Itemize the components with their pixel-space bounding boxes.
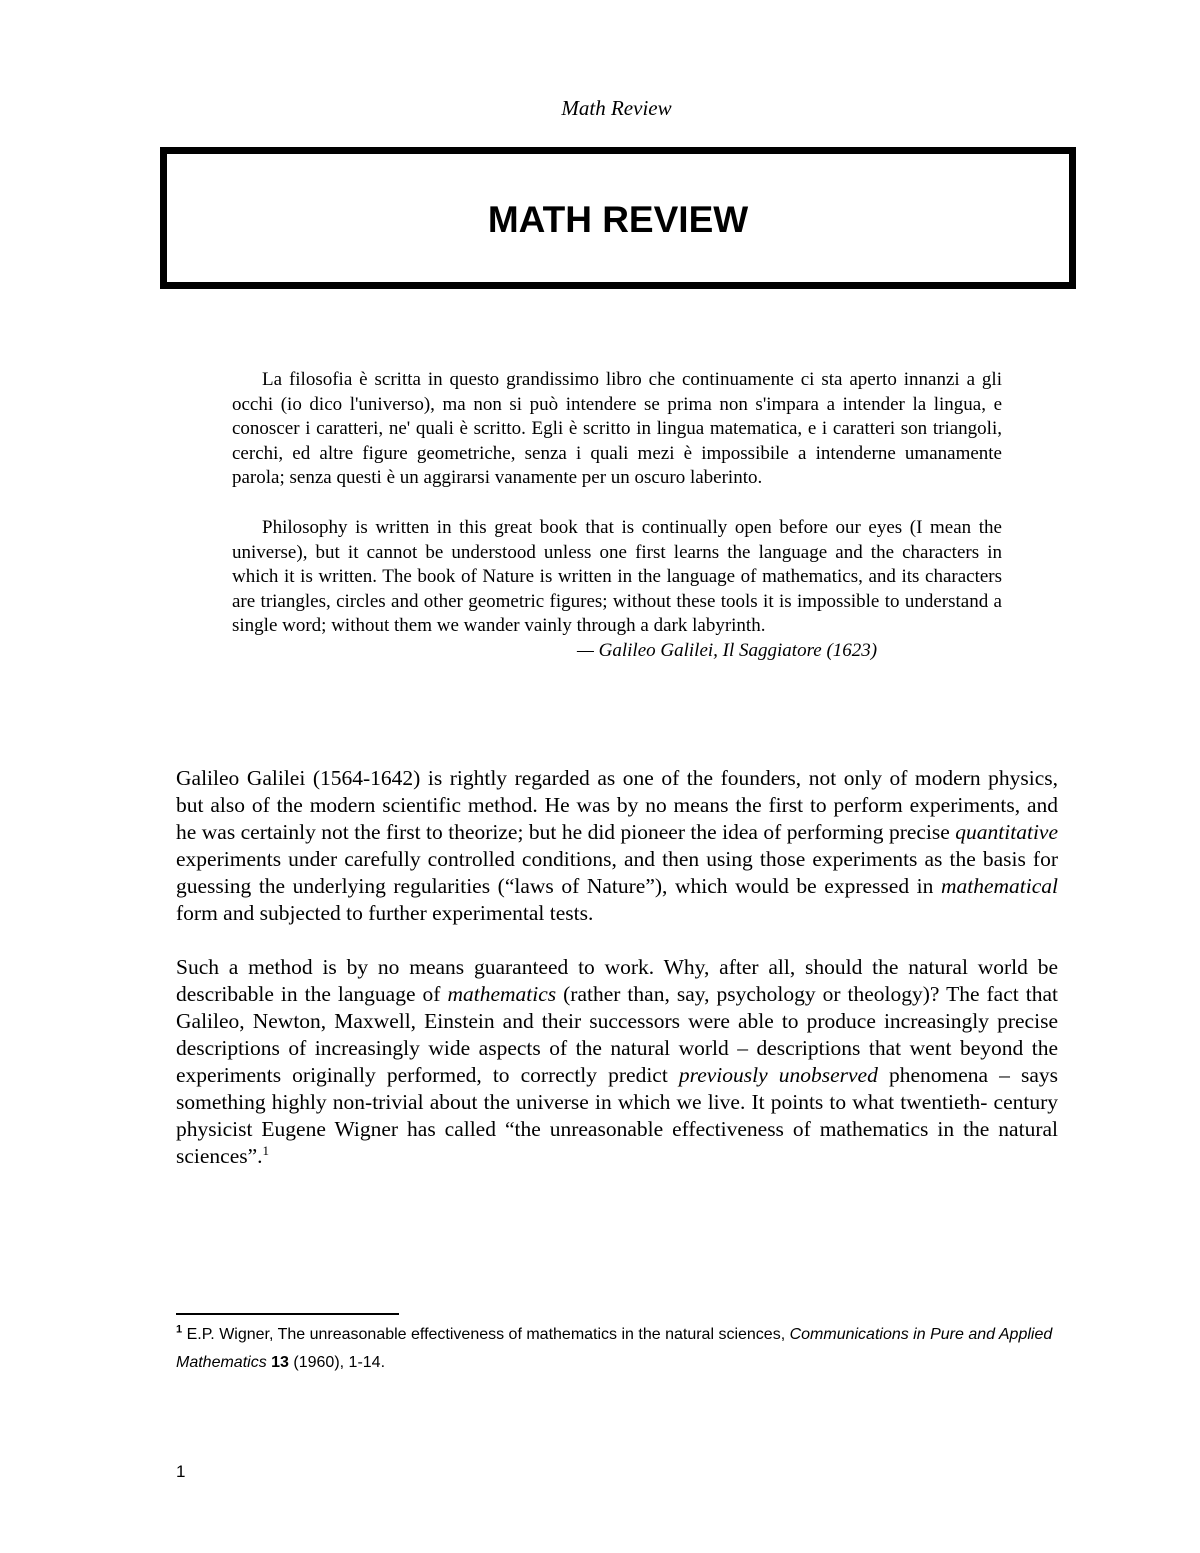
title-box	[160, 147, 1076, 289]
footnote-year-pages: (1960), 1-14.	[288, 1354, 386, 1371]
emphasis-quantitative: quantitative	[955, 820, 1058, 844]
text-run: (rather than, say, psychology or theology)? The fact that Galileo, Newton, Maxwell, Einstein and their successors were able to produce increasingly precise descriptions of increasingly wide aspects of the natural world – descriptions that went beyond the experiments originally performed, to correctly predict	[176, 982, 1058, 1087]
footnote	[176, 1321, 1058, 1377]
body-text	[176, 765, 1058, 1170]
epigraph-quote	[232, 368, 1002, 664]
footnote-separator	[176, 1313, 399, 1315]
body-paragraph-2	[176, 954, 1058, 1170]
text-run: form and subjected to further experimental tests.	[176, 901, 594, 925]
text-run: experiments under carefully controlled conditions, and then using those experiments as the basis for guessing the underlying regularities (“laws of Nature”), which would be expressed in	[176, 847, 1058, 898]
footnote-text	[176, 1321, 1058, 1377]
italian-quote: La filosofia è scritta in questo grandissimo libro che continuamente ci sta aperto innanzi a gli occhi (io dico l'universo), ma non si può intendere se prima non s'impara a intender la lingua, e conoscer i caratteri, ne' quali è scritto. Egli è scritto in lingua matematica, e i caratteri son triangoli, cerchi, ed altre figure geometriche, senza i quali mezi è impossibile a intenderne umanamente parola; senza questi è un aggirarsi vanamente per un oscuro laberinto.	[232, 369, 1002, 489]
footnote-reference[interactable]: 1	[262, 1142, 270, 1158]
text-run: Such a method is by no means guaranteed to work. Why, after all, should the natural world be describable in the language of	[176, 955, 1058, 1006]
body-paragraph-1	[176, 765, 1058, 927]
text-run: Galileo Galilei (1564-1642) is rightly regarded as one of the founders, not only of modern physics, but also of the modern scientific method. He was by no means the first to perform experiments, and he was certainly not the first to theorize; but he did pioneer the idea of performing precise	[176, 766, 1058, 844]
footnote-journal: Communications in Pure and Applied Mathematics	[176, 1326, 1053, 1371]
emphasis-mathematics: mathematics	[447, 982, 557, 1006]
emphasis-mathematical: mathematical	[940, 874, 1058, 898]
running-header: Math Review	[561, 96, 672, 120]
english-quote: Philosophy is written in this great book that is continually open before our eyes (I mean the universe), but it cannot be understood unless one first learns the language and the characters in which it is written. The book of Nature is written in the language of mathematics, and its characters are triangles, circles and other geometric figures; without these tools it is impossible to understand a single word; without them we wander vainly through a dark labyrinth.	[232, 516, 1002, 637]
text-run: phenomena – says something highly non-trivial about the universe in which we live. It points to what twentieth- century physicist Eugene Wigner has called “the unreasonable effectiveness of mathematics in the natural sciences”.	[176, 1063, 1058, 1168]
footnote-volume: 13	[271, 1354, 289, 1371]
emphasis-previously-unobserved: previously unobserved	[678, 1063, 878, 1087]
footnote-marker: 1	[176, 1323, 183, 1336]
page-title: MATH REVIEW	[487, 199, 749, 240]
quote-attribution: — Galileo Galilei, Il Saggiatore (1623)	[577, 639, 878, 661]
footnote-author-title: E.P. Wigner, The unreasonable effectiveness of mathematics in the natural sciences,	[182, 1326, 790, 1343]
page-number: 1	[176, 1462, 186, 1481]
